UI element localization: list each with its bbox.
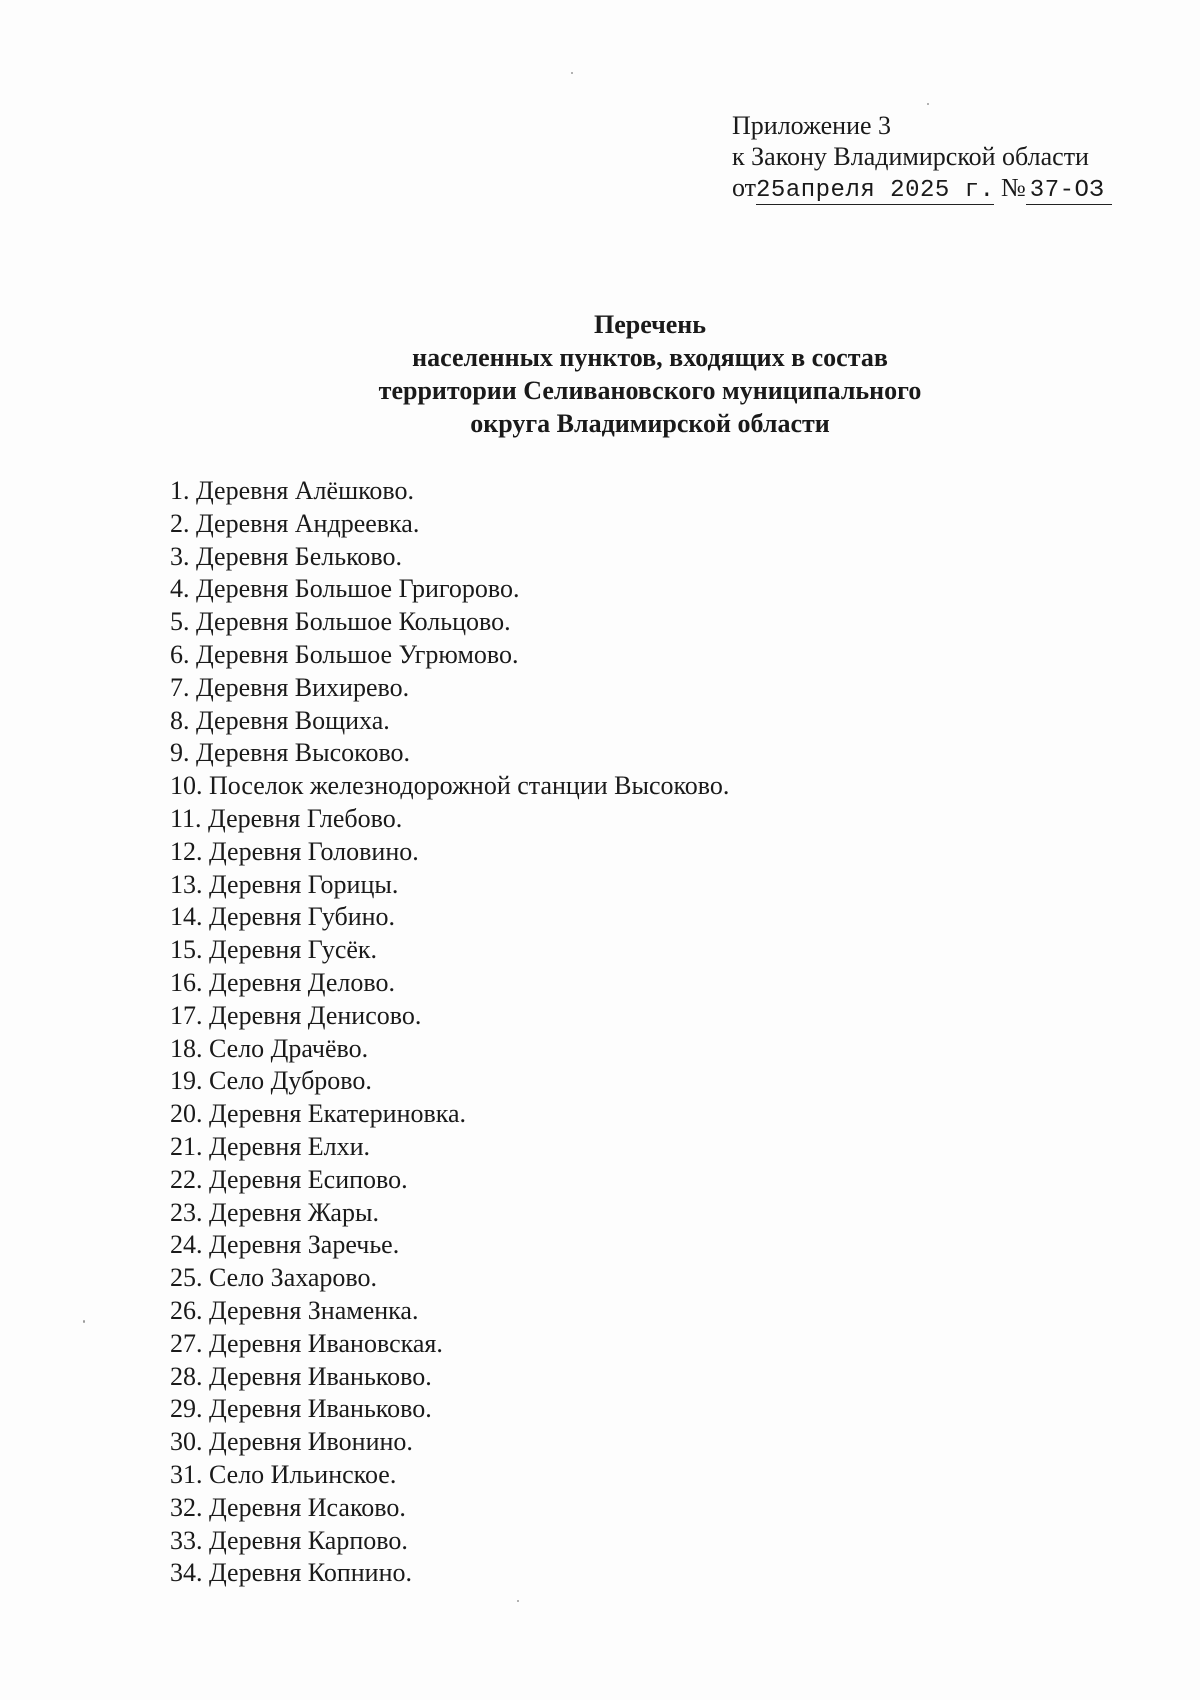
number-sign: №	[1000, 173, 1026, 202]
list-item: 14. Деревня Губино.	[170, 902, 396, 932]
list-item: 1. Деревня Алёшково.	[170, 476, 415, 505]
settlements-list	[170, 475, 729, 1590]
list-item: 24. Деревня Заречье.	[170, 1230, 400, 1260]
list-item: 31. Село Ильинское.	[170, 1459, 397, 1489]
appendix-date-line	[732, 172, 1112, 205]
date-fill	[756, 178, 994, 205]
list-item: 34. Деревня Копнино.	[170, 1558, 412, 1588]
appendix-header	[732, 110, 1112, 205]
list-item: 5. Деревня Большое Кольцово.	[170, 607, 511, 637]
scan-speck	[571, 72, 573, 74]
list-item: 2. Деревня Андреевка.	[170, 508, 420, 538]
list-item: 27. Деревня Ивановская.	[170, 1328, 443, 1358]
list-item: 11. Деревня Глебово.	[170, 803, 403, 833]
list-item: 4. Деревня Большое Григорово.	[170, 574, 520, 604]
list-item: 3. Деревня Бельково.	[170, 541, 402, 571]
title-line-1: Перечень	[593, 310, 707, 339]
scan-speck	[83, 1320, 85, 1323]
date-prefix: от	[732, 173, 757, 202]
scan-speck	[927, 103, 929, 105]
date-day: 25	[756, 177, 786, 204]
list-item: 13. Деревня Горицы.	[170, 869, 399, 899]
list-item: 12. Деревня Головино.	[170, 836, 419, 866]
list-item: 29. Деревня Иваньково.	[170, 1394, 432, 1424]
title-line-4: округа Владимирской области	[470, 409, 830, 438]
appendix-law-reference: к Закону Владимирской области	[732, 142, 1089, 171]
list-item: 16. Деревня Делово.	[170, 967, 395, 997]
appendix-number: Приложение 3	[732, 111, 892, 140]
list-item: 23. Деревня Жары.	[170, 1197, 379, 1227]
list-item: 9. Деревня Высоково.	[170, 738, 411, 768]
list-item: 26. Деревня Знаменка.	[170, 1295, 419, 1325]
list-item: 21. Деревня Елхи.	[170, 1131, 371, 1161]
list-item: 7. Деревня Вихирево.	[170, 672, 410, 702]
list-item: 15. Деревня Гусёк.	[170, 935, 378, 965]
list-item: 18. Село Драчёво.	[170, 1033, 369, 1063]
list-item: 33. Деревня Карпово.	[170, 1525, 408, 1555]
list-item: 17. Деревня Денисово.	[170, 1000, 422, 1030]
list-item: 28. Деревня Иваньково.	[170, 1361, 432, 1391]
scan-speck	[517, 1600, 519, 1602]
document-title	[0, 308, 1200, 440]
list-item: 19. Село Дуброво.	[170, 1066, 372, 1096]
list-item: 22. Деревня Есипово.	[170, 1164, 408, 1194]
list-item: 8. Деревня Вощиха.	[170, 705, 390, 735]
title-line-3: территории Селивановского муниципального	[378, 376, 922, 405]
list-item: 32. Деревня Исаково.	[170, 1492, 406, 1522]
law-number: 37-ОЗ	[1026, 178, 1112, 205]
list-item: 25. Село Захарово.	[170, 1263, 378, 1293]
list-item: 10. Поселок железнодорожной станции Высоково.	[170, 771, 730, 801]
title-line-2: населенных пунктов, входящих в состав	[412, 343, 888, 372]
list-item: 6. Деревня Большое Угрюмово.	[170, 639, 519, 669]
list-item: 20. Деревня Екатериновка.	[170, 1099, 467, 1129]
date-month-year: апреля 2025 г.	[785, 177, 995, 204]
list-item: 30. Деревня Ивонино.	[170, 1427, 413, 1457]
